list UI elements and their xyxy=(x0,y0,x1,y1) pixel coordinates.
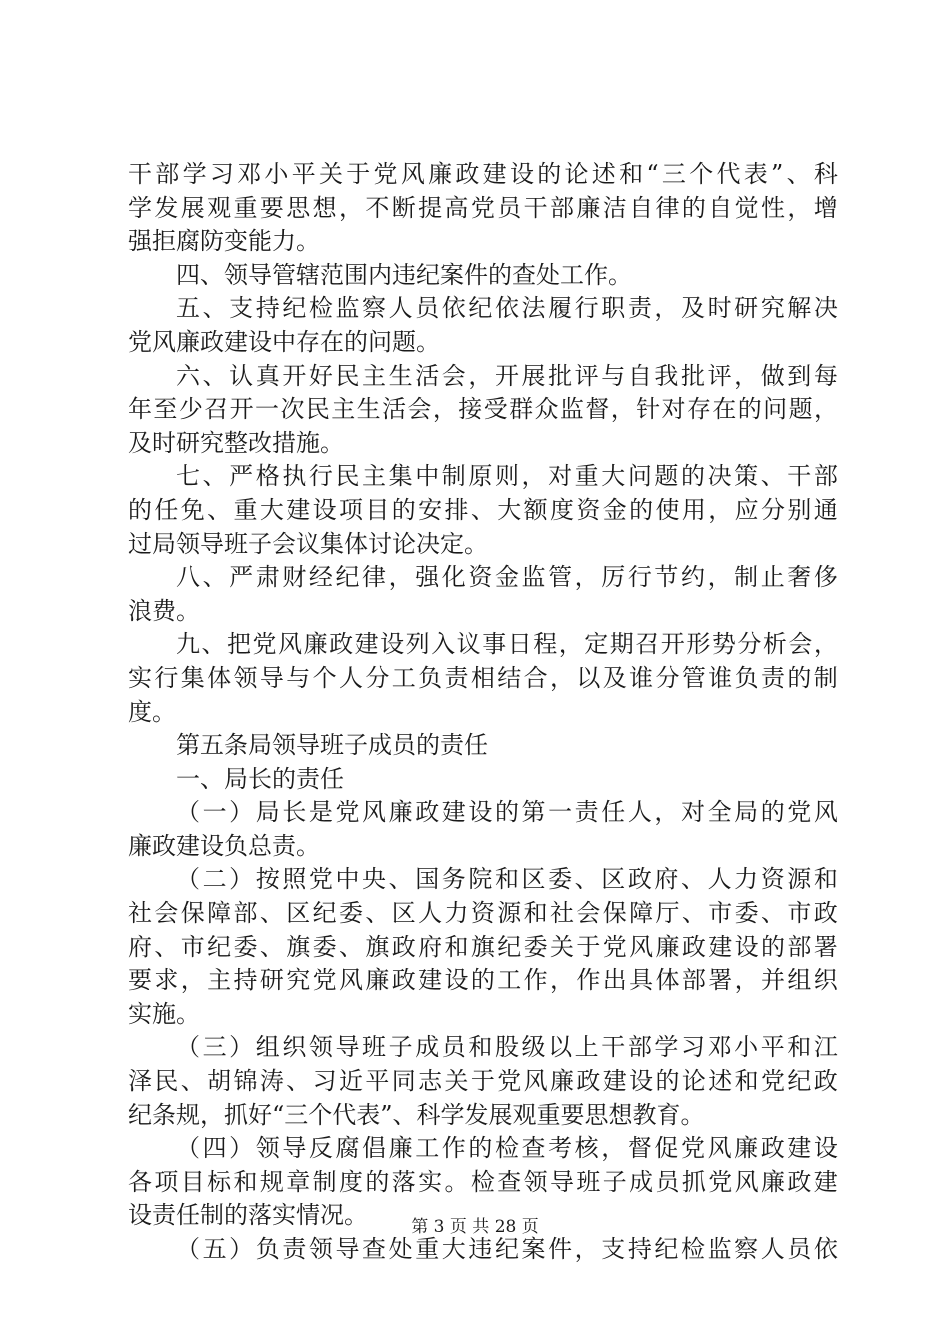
text-line: 泽 民 、 胡 锦 涛 、 习 近 平 同 志 关 于 党 风 廉 政 建 设 的 论 述 和 党 纪 政 xyxy=(128,1067,838,1096)
text-line: 及时研究整改措施。 xyxy=(128,428,344,457)
text-line: 度。 xyxy=(128,697,176,726)
text-line: 要 求 ， 主 持 研 究 党 风 廉 政 建 设 的 工 作 ， 作 出 具 体 部 署 ， 并 组 织 xyxy=(128,966,838,995)
text-line: 纪条规，抓好“三个代表”、科学发展观重要思想教育。 xyxy=(128,1100,705,1129)
document-body xyxy=(128,158,838,1267)
text-line: 的 任 免 、 重 大 建 设 项 目 的 安 排 、 大 额 度 资 金 的 使 用 ， 应 分 别 通 xyxy=(128,495,838,524)
text-line: 实施。 xyxy=(128,999,200,1028)
text-line: 第五条局领导班子成员的责任 xyxy=(176,731,488,760)
text-line: 六 、 认 真 开 好 民 主 生 活 会 ， 开 展 批 评 与 自 我 批 评 ， 做 到 每 xyxy=(176,361,838,390)
text-line: 强拒腐防变能力。 xyxy=(128,227,320,256)
page-footer: 第 3 页 共 28 页 xyxy=(411,1217,539,1237)
text-line: 学 发 展 观 重 要 思 想 ， 不 断 提 高 党 员 干 部 廉 洁 自 律 的 自 觉 性 ， 增 xyxy=(128,193,838,222)
text-line: 实 行 集 体 领 导 与 个 人 分 工 负 责 相 结 合 ， 以 及 谁 分 管 谁 负 责 的 制 xyxy=(128,663,838,692)
text-line: 一、局长的责任 xyxy=(176,764,344,793)
text-line: 五 、 支 持 纪 检 监 察 人 员 依 纪 依 法 履 行 职 责 ， 及 时 研 究 解 决 xyxy=(176,294,838,323)
text-line: 社 会 保 障 部 、 区 纪 委 、 区 人 力 资 源 和 社 会 保 障 厅 、 市 委 、 市 政 xyxy=(128,899,838,928)
text-line: 八 、 严 肃 财 经 纪 律 ， 强 化 资 金 监 管 ， 厉 行 节 约 ， 制 止 奢 侈 xyxy=(176,563,838,592)
text-line: 年 至 少 召 开 一 次 民 主 生 活 会 ， 接 受 群 众 监 督 ， 针 对 存 在 的 问 题 ， xyxy=(128,395,838,424)
text-line: （ 二 ） 按 照 党 中 央 、 国 务 院 和 区 委 、 区 政 府 、 人 力 资 源 和 xyxy=(176,865,838,894)
text-line: 廉政建设负总责。 xyxy=(128,831,320,860)
text-line: 党风廉政建设中存在的问题。 xyxy=(128,327,440,356)
text-line: 各 项 目 标 和 规 章 制 度 的 落 实 。 检 查 领 导 班 子 成 员 抓 党 风 廉 政 建 xyxy=(128,1167,838,1196)
text-line: 七 、 严 格 执 行 民 主 集 中 制 原 则 ， 对 重 大 问 题 的 决 策 、 干 部 xyxy=(176,462,838,491)
text-line: （ 五 ） 负 责 领 导 查 处 重 大 违 纪 案 件 ， 支 持 纪 检 监 察 人 员 依 xyxy=(176,1235,838,1263)
text-line: 浪费。 xyxy=(128,596,200,625)
text-line: 四、领导管辖范围内违纪案件的查处工作。 xyxy=(176,260,632,289)
text-line: 九 、 把 党 风 廉 政 建 设 列 入 议 事 日 程 ， 定 期 召 开 形 势 分 析 会 ， xyxy=(176,630,838,659)
text-line: 府 、 市 纪 委 、 旗 委 、 旗 政 府 和 旗 纪 委 关 于 党 风 廉 政 建 设 的 部 署 xyxy=(128,932,838,961)
text-line: 干 部 学 习 邓 小 平 关 于 党 风 廉 政 建 设 的 论 述 和 “ 三 个 代 表 ” 、 科 xyxy=(128,160,838,188)
text-line: （ 一 ） 局 长 是 党 风 廉 政 建 设 的 第 一 责 任 人 ， 对 全 局 的 党 风 xyxy=(176,798,838,827)
text-line: （ 三 ） 组 织 领 导 班 子 成 员 和 股 级 以 上 干 部 学 习 邓 小 平 和 江 xyxy=(176,1033,838,1062)
text-line: （ 四 ） 领 导 反 腐 倡 廉 工 作 的 检 查 考 核 ， 督 促 党 风 廉 政 建 设 xyxy=(176,1134,838,1163)
text-line: 设责任制的落实情况。 xyxy=(128,1201,368,1230)
text-line: 过局领导班子会议集体讨论决定。 xyxy=(128,529,488,558)
